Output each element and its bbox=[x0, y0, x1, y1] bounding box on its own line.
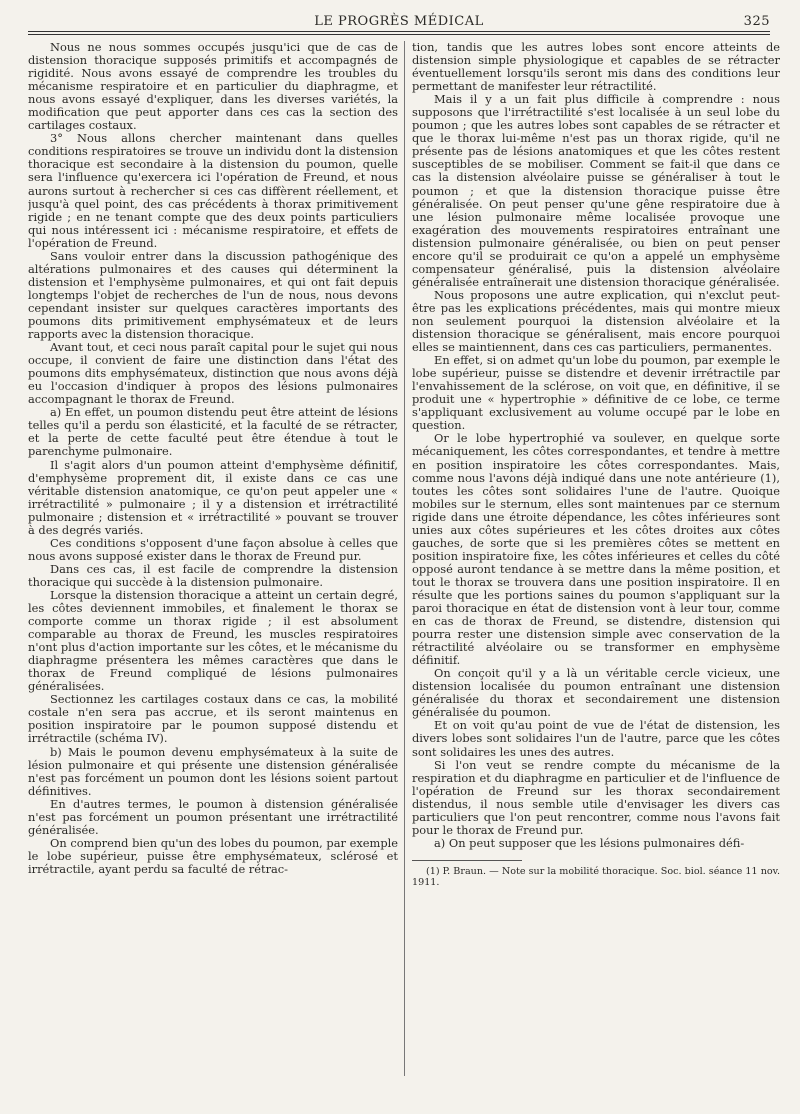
left-column bbox=[28, 41, 398, 1071]
paragraph: tion, tandis que les autres lobes sont encore atteints de distension simple physiologique et capables de se rétracter éventuellement lorsqu'ils seront mis dans des conditions leur permettant de manifester leur rétractilité. bbox=[412, 41, 780, 94]
paragraph: Si l'on veut se rendre compte du mécanisme de la respiration et du diaphragme en particulier et de l'influence de l'opération de Freund sur les thorax secondairement distendus, il nous semble utile d'envisager les divers cas particuliers que l'on peut rencontrer, comme nous l'avons fait pour le thorax de Freund pur. bbox=[412, 757, 780, 837]
paragraph: b) Mais le poumon devenu emphysémateux à la suite de lésion pulmonaire et qui présente une distension généralisée n'est pas forcément un poumon dont les lésions soient partout définitives. bbox=[28, 744, 398, 798]
paragraph: Or le lobe hypertrophié va soulever, en quelque sorte mécaniquement, les côtes correspondantes, et tendre à mettre en position inspiratoire les côtes correspondantes. Mais, comme nous l'avons déjà indiqué dans une note antérieure (1), toutes les côtes sont solidaires l'une de l'autre. Quoique mobiles sur le sternum, elles sont maintenues par ce sternum rigide dans une étroite dépendance, les côtes inférieures sont unies aux côtes supérieures et les côtes droites aux côtes gauches, de sorte que si les premières côtes se mettent en position inspiratoire fixe, les côtes inférieures et celles du côté opposé auront tendance à se mettre dans la même position, et tout le thorax se trouvera dans une position inspiratoire. Il en résulte que les portions saines du poumon s'appliquant sur la paroi thoracique en état de distension vont à leur tour, comme en cas de thorax de Freund, se distendre, distension qui pourra rester une distension simple avec conservation de la rétractilité alvéolaire ou se transformer en emphysème définitif. bbox=[412, 431, 780, 668]
paragraph: Sectionnez les cartilages costaux dans ce cas, la mobilité costale n'en sera pas accrue, et ils seront maintenus en position inspiratoire par le poumon supposé distendu et irrétractile (schéma IV). bbox=[28, 692, 398, 746]
footnote-rule bbox=[412, 860, 522, 861]
paragraph: Et on voit qu'au point de vue de l'état de distension, les divers lobes sont solidaires l'un de l'autre, parce que les côtes sont solidaires les unes des autres. bbox=[412, 718, 780, 759]
paragraph: Sans vouloir entrer dans la discussion pathogénique des altérations pulmonaires et des causes qui déterminent la distension et l'emphysème pulmonaires, et qui ont fait depuis longtemps l'objet de recherches de l'un de nous, nous devons cependant insister sur quelques caractères importants des poumons dits primitivement emphysémateux et de leurs rapports avec la distension thoracique. bbox=[28, 248, 398, 342]
paragraph: Dans ces cas, il est facile de comprendre la distension thoracique qui succède à la distension pulmonaire. bbox=[28, 561, 398, 589]
header-rule bbox=[28, 31, 770, 32]
paragraph: Mais il y a un fait plus difficile à comprendre : nous supposons que l'irrétractilité s'est localisée à un seul lobe du poumon ; que les autres lobes sont capables de se rétracter et que le thorax lui-même n'est pas un thorax rigide, qu'il ne présente pas de lésions anatomiques et que les côtes restent susceptibles de se mobiliser. Comment se fait-il que dans ce cas la distension alvéolaire puisse se généraliser à tout le poumon ; et que la distension thoracique puisse être généralisée. On peut penser qu'une gêne respiratoire due à une lésion pulmonaire même localisée provoque une exagération des mouvements respiratoires entraînant une distension pulmonaire généralisée, ou bien on peut penser encore qu'il se produirait ce qu'on a appelé un emphysème compensateur généralisé, puis la distension alvéolaire généralisée entraînerait une distension thoracique généralisée. bbox=[412, 92, 780, 289]
paragraph: En d'autres termes, le poumon à distension généralisée n'est pas forcément un poumon présentant une irrétractilité généralisée. bbox=[28, 796, 398, 837]
right-column bbox=[412, 41, 780, 1071]
paragraph: En effet, si on admet qu'un lobe du poumon, par exemple le lobe supérieur, puisse se distendre et devenir irrétractile par l'envahissement de la sclérose, on voit que, en définitive, il se produit une « hypertrophie » définitive de ce lobe, ce terme s'appliquant exclusivement au volume occupé par le lobe en question. bbox=[412, 353, 780, 433]
column-divider bbox=[404, 41, 405, 1076]
header-rule-secondary bbox=[28, 34, 770, 35]
paragraph: Lorsque la distension thoracique a atteint un certain degré, les côtes deviennent immobiles, et finalement le thorax se comporte comme un thorax rigide ; il est absolument comparable au thorax de Freund, les muscles respiratoires n'ont plus d'action importante sur les côtes, et le mécanisme du diaphragme présentera les mêmes caractères que dans le thorax de Freund compliqué de lésions pulmonaires généralisées. bbox=[28, 587, 398, 694]
paragraph: Nous proposons une autre explication, qui n'exclut peut-être pas les explications précédentes, mais qui montre mieux non seulement pourquoi la distension alvéolaire et la distension thoracique se généralisent, mais encore pourquoi elles se maintiennent, dans ces cas particuliers, permanentes. bbox=[412, 287, 780, 355]
paragraph: a) On peut supposer que les lésions pulmonaires défi- bbox=[434, 835, 745, 850]
paragraph: On comprend bien qu'un des lobes du poumon, par exemple le lobe supérieur, puisse être emphysémateux, sclérosé et irrétractile, ayant perdu sa faculté de rétrac- bbox=[28, 835, 398, 876]
paragraph: Ces conditions s'opposent d'une façon absolue à celles que nous avons supposé exister dans le thorax de Freund pur. bbox=[28, 535, 398, 563]
journal-title: LE PROGRÈS MÉDICAL bbox=[314, 14, 484, 29]
footnote: (1) P. Braun. — Note sur la mobilité thoracique. Soc. biol. séance 11 nov. 1911. bbox=[412, 865, 780, 889]
paragraph: 3° Nous allons chercher maintenant dans quelles conditions respiratoires se trouve un individu dont la distension thoracique est secondaire à la distension du poumon, quelle sera l'influence qu'exercera ici l'opération de Freund, et nous aurons surtout à rechercher si ces cas diffèrent réellement, et jusqu'à quel point, des cas précédents à thorax primitivement rigide ; en ne tenant compte que des deux points particuliers qui nous intéressent ici : mécanisme respiratoire, et effets de l'opération de Freund. bbox=[28, 131, 398, 250]
paragraph: On conçoit qu'il y a là un véritable cercle vicieux, une distension localisée du poumon entraînant une distension généralisée du thorax et secondairement une distension généralisée du poumon. bbox=[412, 666, 780, 720]
paragraph: a) En effet, un poumon distendu peut être atteint de lésions telles qu'il a perdu son élasticité, et la faculté de se rétracter, et la perte de cette faculté peut être étendue à tout le parenchyme pulmonaire. bbox=[28, 405, 398, 459]
paragraph: Nous ne nous sommes occupés jusqu'ici que de cas de distension thoracique supposés primitifs et accompagnés de rigidité. Nous avons essayé de comprendre les troubles du mécanisme respiratoire et en particulier du diaphragme, et nous avons essayé d'expliquer, dans les diverses variétés, la modification que peut apporter dans ces cas la section des cartilages costaux. bbox=[28, 41, 398, 133]
paragraph: Avant tout, et ceci nous paraît capital pour le sujet qui nous occupe, il convient de faire une distinction dans l'état des poumons dits emphysémateux, distinction que nous avons déjà eu l'occasion d'indiquer à propos des lésions pulmonaires accompagnant le thorax de Freund. bbox=[28, 340, 398, 407]
page-number: 325 bbox=[743, 14, 770, 29]
paragraph: Il s'agit alors d'un poumon atteint d'emphysème définitif, d'emphysème proprement dit, il existe dans ce cas une véritable distension anatomique, ce qu'on peut appeler une « irrétractilité » pulmonaire ; il y a distension et irrétractilité pulmonaire ; distension et « irrétractilité » pouvant se trouver à des degrés variés. bbox=[28, 457, 398, 537]
